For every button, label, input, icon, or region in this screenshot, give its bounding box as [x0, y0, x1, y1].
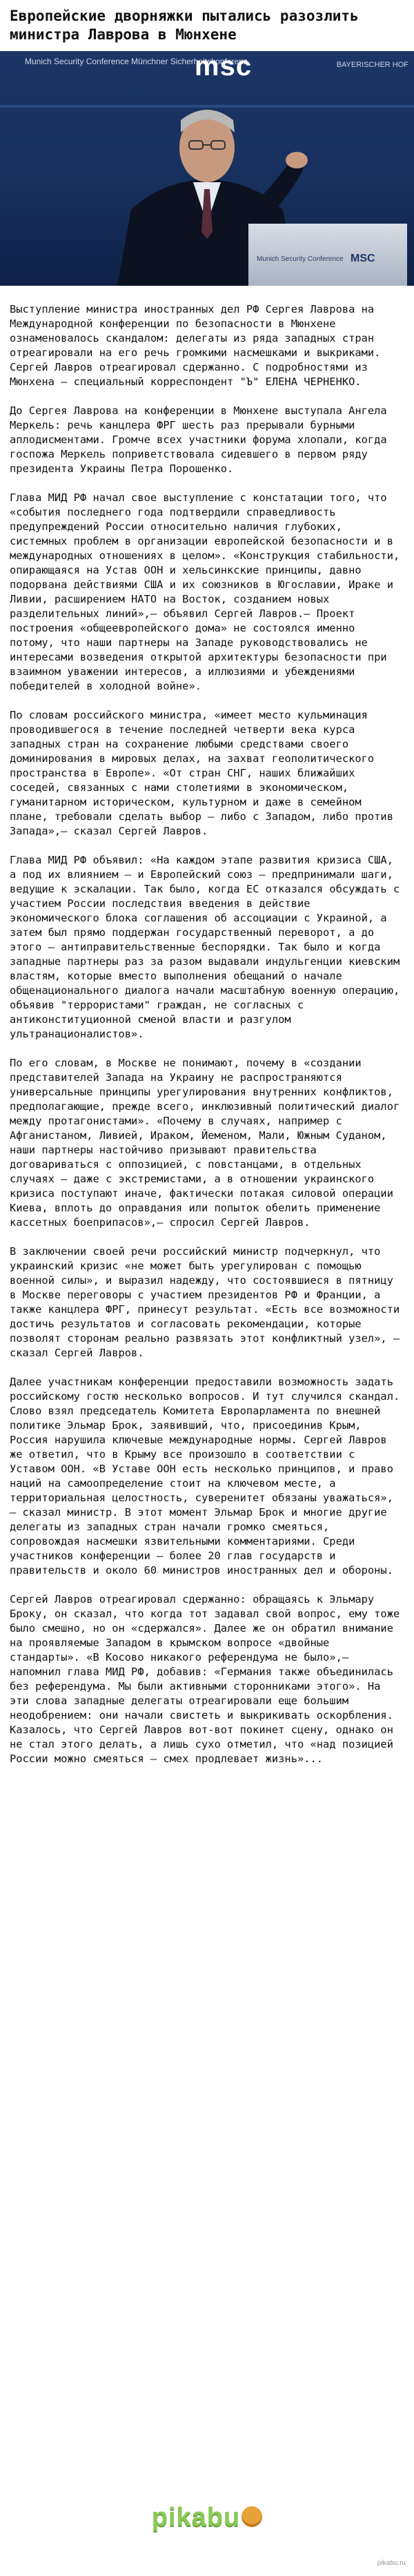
article-body [0, 302, 414, 1766]
paragraph: До Сергея Лаврова на конференции в Мюнхене выступала Ангела Меркель: речь канцлера ФРГ шесть раз прерывали бурными аплодисментами. Громче всех участники форума хлопали, когда госпожа Меркель поприветствовала сидевшего в первом ряду президента Украины Петра Порошенко. [10, 404, 393, 475]
paragraph: Выступление министра иностранных дел РФ Сергея Лаврова на Международной конференции по безопасности в Мюнхене ознаменовалось скандалом: делегаты из ряда западных стран отреагировали на его речь громкими насмешками и выкриками. Сергей Лавров отреагировал сдержанно. С подробностями из Мюнхена – специальный корреспондент "Ъ" ЕЛЕНА ЧЕРНЕНКО. [10, 303, 387, 388]
article-title: Европейские дворняжки пытались разозлить министра Лаврова в Мюнхене [10, 8, 359, 43]
paragraph: По словам российского министра, «имеет место кульминация проводившегося в течение последней четверти века курса западных стран на сохранение любыми средствами своего доминирования в мировых делах, на захват геополитического пространства в Европе». «От стран СНГ, наших ближайших соседей, связанных с нами столетиями в экономическом, гуманитарном историческом, культурном и даже в семейном плане, требовали сделать выбор – либо с Западом, либо против Запада»,— сказал Сергей Лавров. [10, 709, 400, 837]
paragraph: В заключении своей речи российский министр подчеркнул, что украинский кризис «не может быть урегулирован с помощью военной силы», и выразил надежду, что состоявшиеся в пятницу в Москве переговоры с участием президентов РФ и Франции, а также канцлера ФРГ, принесут результат. «Есть все возможности достичь результатов и согласовать рекомендации, которые позволят сторонам реально развязать этот конфликтный узел», — сказал Сергей Лавров. [10, 1245, 406, 1359]
sponsor-logo: BAYERISCHER HOF [336, 61, 408, 69]
podium-logo: MSC [351, 253, 375, 264]
msc-logo: msc [195, 51, 253, 81]
pikabu-logo-text: pikabu [151, 2503, 241, 2532]
podium [248, 224, 407, 286]
footer-logo [0, 2493, 414, 2548]
pikabu-logo [152, 2503, 262, 2533]
paragraph: Глава МИД РФ объявил: «На каждом этапе развития кризиса США, а под их влиянием — и Европейский союз — предпринимали шаги, ведущие к эскалации. Так было, когда ЕС отказался обсуждать с участием России последствия введения в действие экономического блока соглашения об ассоциации с Украиной, а затем был прямо поддержан государственный переворот, а до этого — антиправительственные беспорядки. Так было и когда западные партнеры раз за разом выдавали индульгенции киевским властям, которые вместо выполнения обещаний о начале общенационального диалога начали масштабную военную операцию, объявив "террористами" граждан, не согласных с антиконституционной сменой власти и разгулом ультранационалистов». [10, 854, 406, 1040]
watermark: pikabu.ru [377, 2559, 406, 2567]
podium-text: Munich Security Conference [257, 255, 344, 263]
paragraph: По его словам, в Москве не понимают, почему в «создании представителей Запада на Украину не распространяются универсальные принципы урегулирования внутренних конфликтов, предполагающие, прежде всего, инклюзивный политический диалог между протагонистами». «Почему в случаях, например с Афганистаном, Ливией, Ираком, Йеменом, Мали, Южным Суданом, наши партнеры настойчиво призывают правительства договариваться с оппозицией, с повстанцами, в отдельных случаях – даже с экстремистами, а в отношении украинского кризиса поступают иначе, фактически потакая силовой операции Киева, вплоть до оправдания или попыток обелить применение кассетных боеприпасов»,— спросил Сергей Лавров. [10, 1057, 406, 1229]
paragraph: Глава МИД РФ начал свое выступление с констатации того, что «события последнего года подтвердили справедливость предупреждений России относительно наличия глубоких, системных проблем в организации европейской безопасности и в международных отношениях в целом». «Конструкция стабильности, опирающаяся на Устав ООН и хельсинкские принципы, давно подорвана действиями США и их союзников в Югославии, Ираке и Ливии, расширением НАТО на Восток, созданием новых разделительных линий»,— объявил Сергей Лавров.— Проект построения «общеевропейского дома» не состоялся именно потому, что наши партнеры на Западе руководствовались не интересами возведения открытой архитектуры безопасности при взаимном уважении интересов, а иллюзиями и убеждениями победителей в холодной войне». [10, 491, 406, 692]
conference-banner-text: Munich Security Conference Münchner Sicherheitskonferenz [25, 57, 248, 66]
paragraph: Далее участникам конференции предоставили возможность задать российскому гостю несколько вопросов. И тут случился скандал. Слово взял председатель Комитета Европарламента по внешней политике Эльмар Брок, заявивший, что, присоединив Крым, Россия нарушила ключевые международные нормы. Сергей Лавров же ответил, что в Крыму все произошло в соответствии с Уставом ООН. «В Уставе ООН есть несколько принципов, и право наций на самоопределение стоит на ключевом месте, а территориальная целостность, суверенитет обязаны уважаться», — сказал министр. В этот момент Эльмар Брок и многие другие делегаты из западных стран начали громко смеяться, сопровождая насмешки язвительными комментариями. Среди участников конференции – более 20 глав государств и правительств и около 60 министров иностранных дел и обороны. [10, 1376, 406, 1577]
pikabu-cake-icon [241, 2506, 262, 2527]
article-photo [0, 51, 414, 286]
paragraph: Сергей Лавров отреагировал сдержанно: обращаясь к Эльмару Броку, он сказал, что когда тот задавал свой вопрос, ему тоже было смешно, но он «сдержался». Далее же он обратил внимание на проявляемые Западом в крымском вопросе «двойные стандарты». «В Косово никакого референдума не было»,— напомнил глава МИД РФ, добавив: «Германия также объединилась без референдума. Мы были активными сторонниками этого». На эти слова западные делегаты отреагировали еще большим неодобрением: они начали свистеть и выкрикивать оскорбления. Казалось, что Сергей Лавров вот-вот покинет сцену, однако он не стал этого делать, а лишь сухо отметил, что «над позицией России можно смеяться — смех продлевает жизнь»... [10, 1593, 406, 1765]
